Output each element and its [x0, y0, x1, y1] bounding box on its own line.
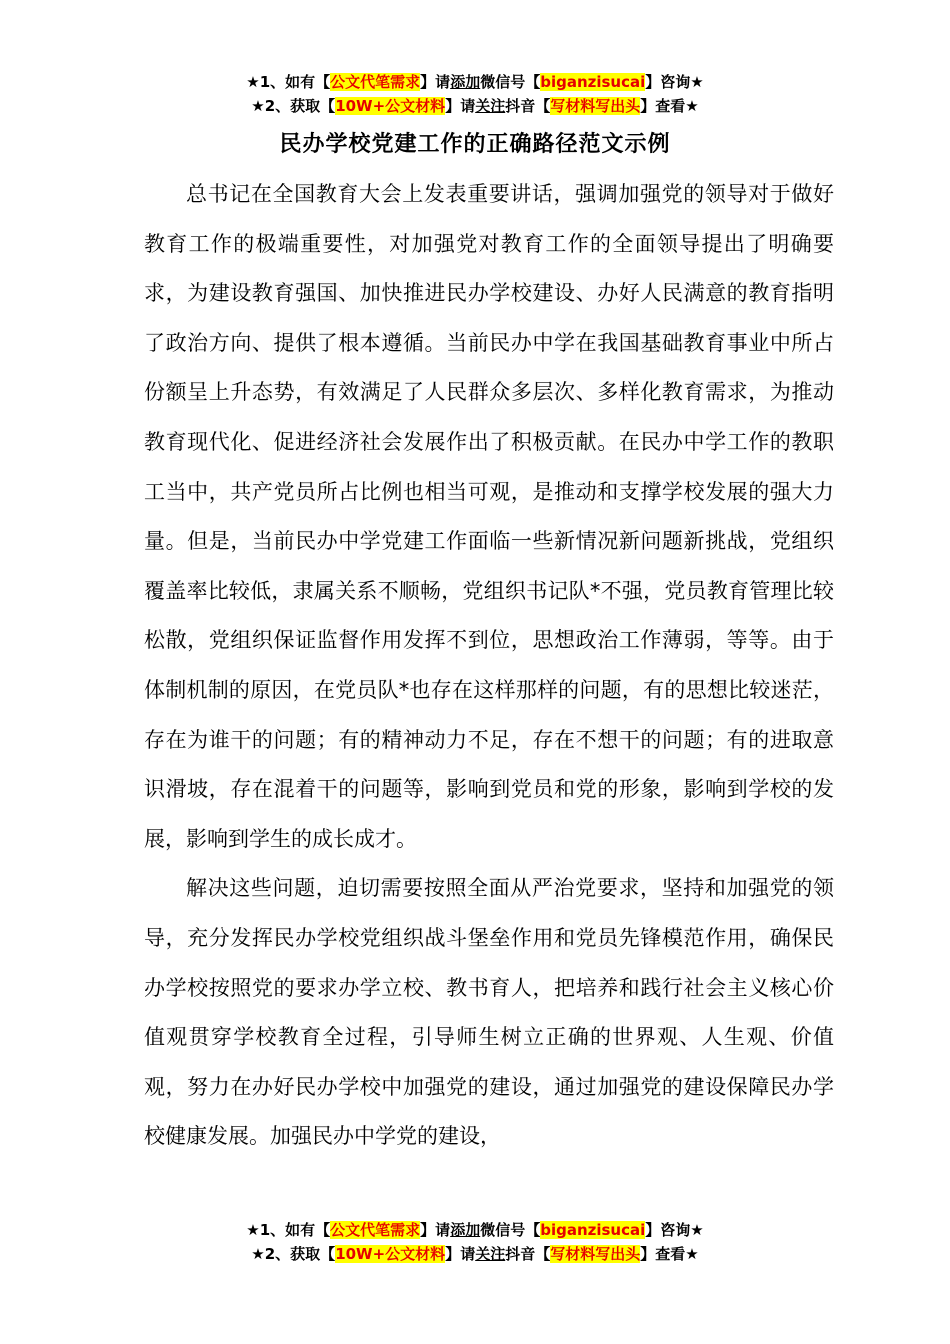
banner-text: 】咨询★	[645, 1221, 704, 1239]
highlight-materials: 10W+公文材料	[335, 1245, 446, 1263]
banner-text: ★1、如有【	[246, 73, 331, 91]
highlight-service: 公文代笔需求	[330, 1221, 421, 1239]
document-body	[144, 170, 834, 1162]
banner-text: ★2、获取【	[251, 97, 336, 115]
banner-text: 】查看★	[640, 1245, 699, 1263]
highlight-wechat-id: biganzisucai	[540, 73, 646, 91]
banner-line-1	[0, 70, 950, 94]
banner-text: 】请	[445, 1245, 476, 1263]
footer-banner	[0, 1218, 950, 1266]
underlined-word: 关注	[475, 97, 506, 115]
banner-line-2	[0, 94, 950, 118]
banner-text: ★1、如有【	[246, 1221, 331, 1239]
highlight-service: 公文代笔需求	[330, 73, 421, 91]
banner-line-2	[0, 1242, 950, 1266]
underlined-word: 添加	[450, 73, 481, 91]
banner-text: 】请	[445, 97, 476, 115]
banner-text: 微信号【	[480, 1221, 541, 1239]
banner-text: 】请	[420, 1221, 451, 1239]
highlight-douyin: 写材料写出头	[550, 97, 641, 115]
banner-text: 】查看★	[640, 97, 699, 115]
banner-text: 】请	[420, 73, 451, 91]
highlight-wechat-id: biganzisucai	[540, 1221, 646, 1239]
header-banner	[0, 70, 950, 118]
banner-text: ★2、获取【	[251, 1245, 336, 1263]
paragraph: 解决这些问题，迫切需要按照全面从严治党要求，坚持和加强党的领导，充分发挥民办学校党组织战斗堡垒作用和党员先锋模范作用，确保民办学校按照党的要求办学立校、教书育人，把培养和践行社会主义核心价值观贯穿学校教育全过程，引导师生树立正确的世界观、人生观、价值观，努力在办好民办学校中加强党的建设，通过加强党的建设保障民办学校健康发展。加强民办中学党的建设，	[144, 876, 834, 1149]
underlined-word: 添加	[450, 1221, 481, 1239]
paragraph: 总书记在全国教育大会上发表重要讲话，强调加强党的领导对于做好教育工作的极端重要性，对加强党对教育工作的全面领导提出了明确要求，为建设教育强国、加快推进民办学校建设、办好人民满意的教育指明了政治方向、提供了根本遵循。当前民办中学在我国基础教育事业中所占份额呈上升态势，有效满足了人民群众多层次、多样化教育需求，为推动教育现代化、促进经济社会发展作出了积极贡献。在民办中学工作的教职工当中，共产党员所占比例也相当可观，是推动和支撑学校发展的强大力量。但是，当前民办中学党建工作面临一些新情况新问题新挑战，党组织覆盖率比较低，隶属关系不顺畅，党组织书记队*不强，党员教育管理比较松散，党组织保证监督作用发挥不到位，思想政治工作薄弱，等等。由于体制机制的原因，在党员队*也存在这样那样的问题，有的思想比较迷茫，存在为谁干的问题；有的精神动力不足，存在不想干的问题；有的进取意识滑坡，存在混着干的问题等，影响到党员和党的形象，影响到学校的发展，影响到学生的成长成才。	[144, 182, 834, 851]
underlined-word: 关注	[475, 1245, 506, 1263]
banner-text: 抖音【	[505, 97, 551, 115]
banner-text: 】咨询★	[645, 73, 704, 91]
banner-text: 微信号【	[480, 73, 541, 91]
document-title: 民办学校党建工作的正确路径范文示例	[279, 132, 671, 157]
banner-text: 抖音【	[505, 1245, 551, 1263]
highlight-douyin: 写材料写出头	[550, 1245, 641, 1263]
banner-line-1	[0, 1218, 950, 1242]
highlight-materials: 10W+公文材料	[335, 97, 446, 115]
